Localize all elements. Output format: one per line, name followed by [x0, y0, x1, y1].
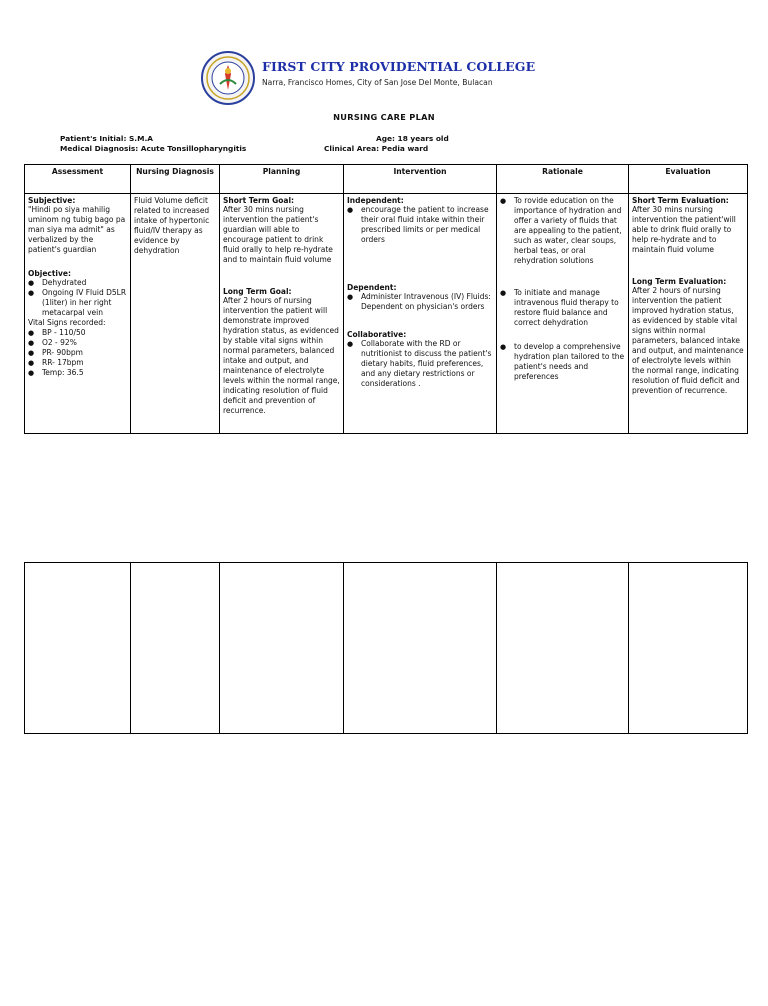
college-address: Narra, Francisco Homes, City of San Jose Del Monte, Bulacan — [262, 78, 493, 87]
clinical-area: Clinical Area: Pedia ward — [324, 144, 429, 153]
short-goal-text: After 30 mins nursing intervention the patient's guardian will able to encourage patient to drink fluid orally to help re-hydrate and to maintain fluid volume — [223, 205, 333, 264]
list-item: ● O2 - 92% — [28, 338, 127, 348]
column-header: Evaluation — [629, 165, 748, 194]
list-item: ● To initiate and manage intravenous fluid therapy to restore fluid balance and correct dehydration — [500, 288, 625, 328]
empty-cell — [25, 563, 131, 734]
table-row — [25, 563, 748, 734]
empty-cell — [497, 563, 629, 734]
list-item: ● RR- 17bpm — [28, 358, 127, 368]
intervention-cell — [344, 194, 497, 434]
list-item: ● Collaborate with the RD or nutritionist to discuss the patient's dietary habits, fluid preferences, and any dietary restrictions or considerations . — [347, 339, 493, 389]
diagnosis-cell — [131, 194, 220, 434]
patient-age: Age: 18 years old — [376, 134, 449, 143]
dependent-list — [347, 292, 493, 312]
college-seal-logo — [200, 50, 256, 106]
column-header: Assessment — [25, 165, 131, 194]
table-header-row — [25, 165, 748, 194]
column-header: Nursing Diagnosis — [131, 165, 220, 194]
nursing-diagnosis-text: Fluid Volume deficit related to increased intake of hypertonic fluid/IV therapy as evidence by dehydration — [134, 196, 210, 255]
long-goal-label: Long Term Goal: — [223, 287, 292, 296]
subjective-label: Subjective: — [28, 196, 76, 205]
rationale-cell — [497, 194, 629, 434]
assessment-cell — [25, 194, 131, 434]
empty-cell — [629, 563, 748, 734]
short-goal-label: Short Term Goal: — [223, 196, 295, 205]
planning-cell — [220, 194, 344, 434]
list-item: ● Dehydrated — [28, 278, 127, 288]
empty-cell — [220, 563, 344, 734]
document-header — [200, 50, 620, 110]
patient-initial: Patient's Initial: S.M.A — [60, 134, 153, 143]
list-item: ● Ongoing IV Fluid D5LR (1liter) in her right metacarpal vein — [28, 288, 127, 318]
empty-care-plan-table — [24, 562, 748, 734]
short-evaluation-label: Short Term Evaluation: — [632, 196, 729, 205]
list-item: ● To rovide education on the importance of hydration and offer a variety of fluids that are appealing to the patient, such as water, clear soups, herbal teas, or oral rehydration solutions — [500, 196, 625, 266]
column-header: Rationale — [497, 165, 629, 194]
table-row — [25, 194, 748, 434]
list-item: ● encourage the patient to increase their oral fluid intake within their prescribed limits or per medical orders — [347, 205, 493, 245]
independent-label: Independent: — [347, 196, 404, 205]
dependent-label: Dependent: — [347, 283, 397, 292]
long-evaluation-text: After 2 hours of nursing intervention the patient improved hydration status, as evidenced by stable vital signs within normal parameters, balanced intake and output, and maintenance of electrolyte levels within the normal range, indicating resolution of fluid deficit and prevention of recurrence. — [632, 286, 744, 395]
long-goal-text: After 2 hours of nursing intervention the patient will demonstrate improved hydration status, as evidenced by stable vital signs within normal parameters, balanced intake and output, and maintenance of electrolyte levels within the normal range, indicating resolution of fluid deficit and prevention of recurrence. — [223, 296, 340, 415]
subjective-text: "Hindi po siya mahilig uminom ng tubig bago pa man siya ma admit" as verbalized by the patient's guardian — [28, 205, 126, 254]
vitals-label: Vital Signs recorded: — [28, 318, 106, 327]
collaborative-list — [347, 339, 493, 389]
document-title: NURSING CARE PLAN — [333, 112, 435, 122]
list-item: ● BP - 110/50 — [28, 328, 127, 338]
column-header: Planning — [220, 165, 344, 194]
care-plan-table — [24, 164, 748, 434]
rationale-list — [500, 196, 625, 382]
collaborative-label: Collaborative: — [347, 330, 407, 339]
vitals-list — [28, 328, 127, 378]
list-item: ● PR- 90bpm — [28, 348, 127, 358]
independent-list — [347, 205, 493, 245]
evaluation-cell — [629, 194, 748, 434]
long-evaluation-label: Long Term Evaluation: — [632, 277, 727, 286]
empty-cell — [131, 563, 220, 734]
medical-diagnosis: Medical Diagnosis: Acute Tonsillopharyngitis — [60, 144, 247, 153]
objective-label: Objective: — [28, 269, 71, 278]
list-item: ● Administer Intravenous (IV) Fluids: Dependent on physician's orders — [347, 292, 493, 312]
column-header: Intervention — [344, 165, 497, 194]
objective-list — [28, 278, 127, 318]
college-name: FIRST CITY PROVIDENTIAL COLLEGE — [262, 59, 536, 74]
list-item: ● Temp: 36.5 — [28, 368, 127, 378]
list-item: ● to develop a comprehensive hydration plan tailored to the patient's needs and preferences — [500, 342, 625, 382]
short-evaluation-text: After 30 mins nursing intervention the patient'will able to drink fluid orally to help re-hydrate and to maintain fluid volume — [632, 205, 736, 254]
empty-cell — [344, 563, 497, 734]
